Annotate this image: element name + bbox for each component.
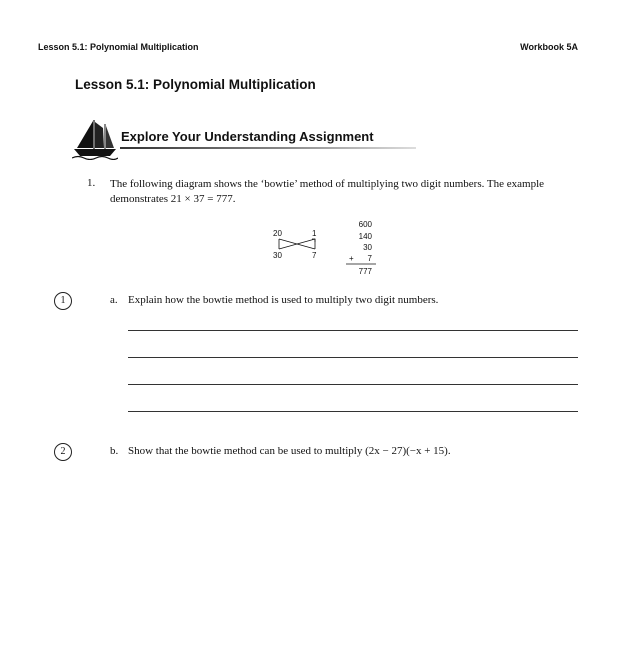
sum-total: 777 bbox=[358, 267, 372, 276]
sum-line-4: 7 bbox=[367, 254, 372, 263]
part-b-label: b. bbox=[110, 445, 119, 457]
section-divider bbox=[120, 147, 416, 149]
running-header-right: Workbook 5A bbox=[520, 42, 578, 52]
bowtie-diagram bbox=[262, 218, 392, 278]
section-title: Explore Your Understanding Assignment bbox=[121, 129, 374, 144]
answer-line-1[interactable] bbox=[128, 330, 578, 331]
answer-line-4[interactable] bbox=[128, 411, 578, 412]
running-header-left: Lesson 5.1: Polynomial Multiplication bbox=[38, 42, 199, 52]
part-a-label: a. bbox=[110, 294, 118, 306]
part-b-marker: 2 bbox=[54, 443, 72, 461]
question-number: 1. bbox=[87, 177, 96, 189]
diagram-left-bottom: 30 bbox=[273, 251, 282, 260]
sum-line-3: 30 bbox=[363, 243, 372, 252]
part-a-marker: 1 bbox=[54, 292, 72, 310]
question-text: The following diagram shows the ‘bowtie’ method of multiplying two digit numbers. The example demonstrates 21 × 37 = 777. bbox=[110, 178, 545, 205]
sum-line-2: 140 bbox=[358, 232, 372, 241]
sum-line-1: 600 bbox=[358, 220, 372, 229]
answer-line-3[interactable] bbox=[128, 384, 578, 385]
answer-line-2[interactable] bbox=[128, 357, 578, 358]
lesson-title: Lesson 5.1: Polynomial Multiplication bbox=[75, 77, 316, 92]
sailing-ship-icon bbox=[72, 118, 118, 160]
plus-sign: + bbox=[349, 254, 354, 263]
diagram-right-top: 1 bbox=[312, 229, 317, 238]
part-a-text: Explain how the bowtie method is used to multiply two digit numbers. bbox=[128, 294, 439, 306]
diagram-right-bottom: 7 bbox=[312, 251, 317, 260]
diagram-left-top: 20 bbox=[273, 229, 282, 238]
part-b-text: Show that the bowtie method can be used to multiply (2x − 27)(−x + 15). bbox=[128, 445, 451, 457]
bowtie-lines bbox=[279, 239, 315, 249]
